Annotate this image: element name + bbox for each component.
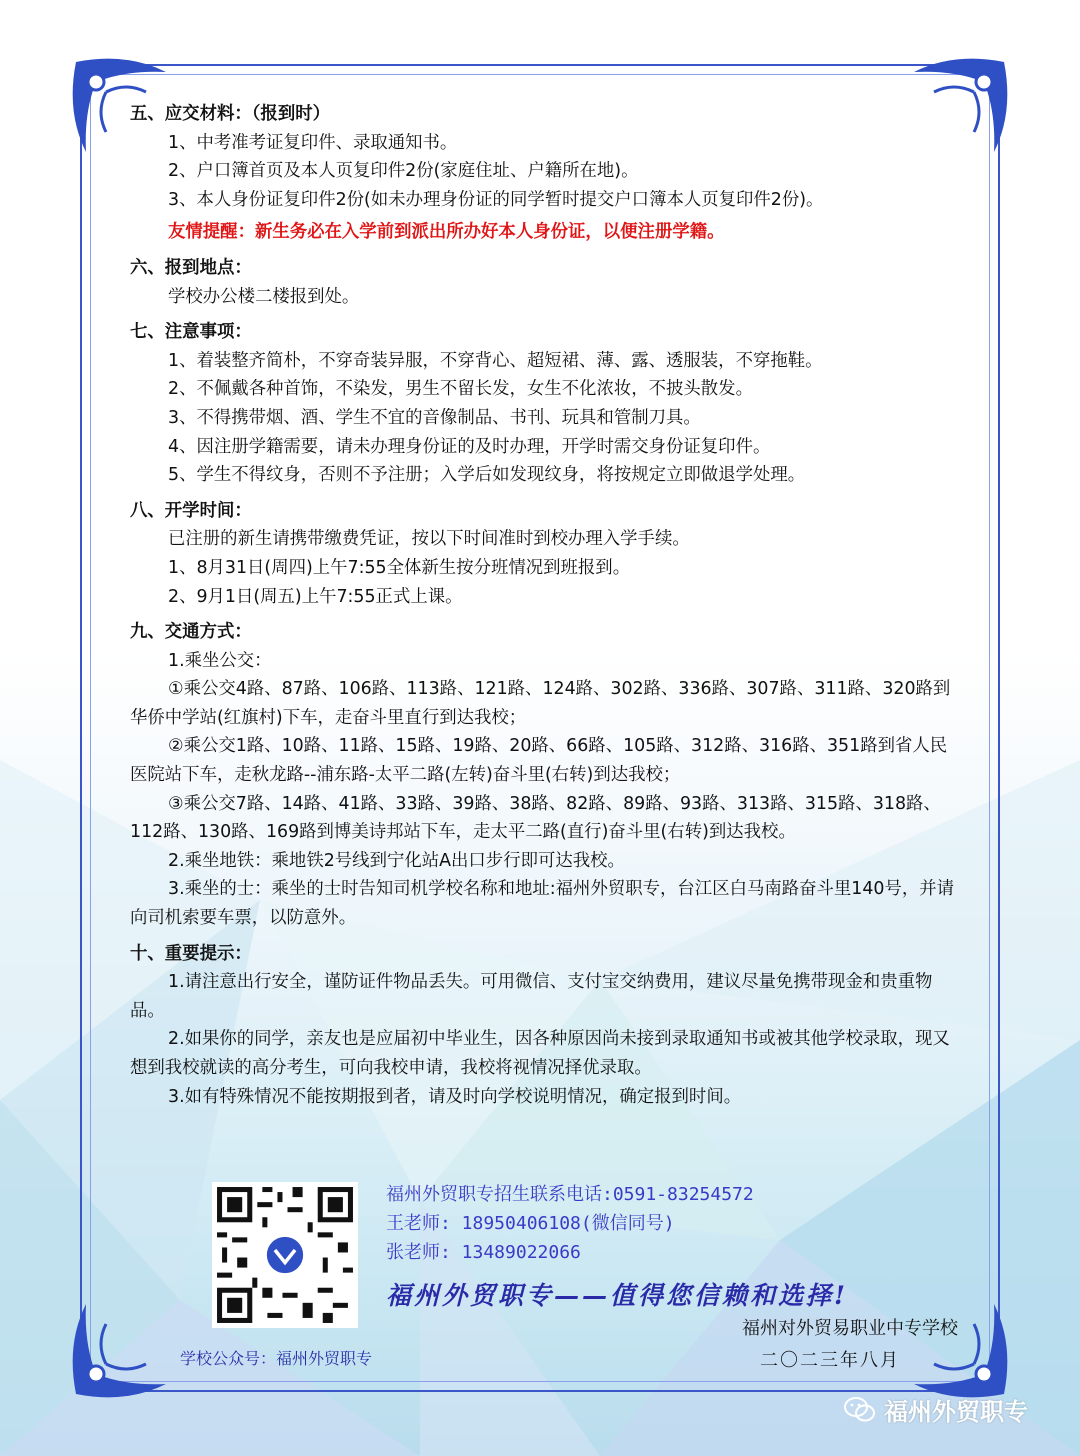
section-heading: 十、重要提示： (130, 943, 252, 964)
section-line: ③乘公交7路、14路、41路、33路、39路、38路、82路、89路、93路、313路、315路、318路、112路、130路、169路到博美诗邦站下车，走太平二路(直行)奋斗里(右转)到达我校。 (130, 793, 941, 843)
section-heading: 七、注意事项： (130, 322, 252, 343)
section-line: 2、户口簿首页及本人页复印件2份(家庭住址、户籍所在地)。 (168, 161, 639, 182)
section-line: 3.乘坐的士：乘坐的士时告知司机学校名称和地址:福州外贸职专，台江区白马南路奋斗里140号，并请向司机索要车票，以防意外。 (130, 879, 955, 929)
public-account: 学校公众号：福州外贸职专 (180, 1349, 373, 1368)
section-line: 1、8月31日(周四)上午7:55全体新生按分班情况到班报到。 (168, 557, 631, 578)
hotline: 福州外贸职专招生联系电话:0591-83254572 (386, 1184, 754, 1205)
contact-info (386, 1180, 754, 1267)
section-line: 已注册的新生请携带缴费凭证，按以下时间准时到校办理入学手续。 (168, 529, 690, 550)
section-line: 2.乘坐地铁：乘地铁2号线到宁化站A出口步行即可达我校。 (168, 850, 625, 871)
section-line: 4、因注册学籍需要，请未办理身份证的及时办理，开学时需交身份证复印件。 (168, 436, 771, 457)
wechat-watermark (844, 1392, 1028, 1427)
section-line: ①乘公交4路、87路、106路、113路、121路、124路、302路、336路、307路、311路、320路到华侨中学站(红旗村)下车，走奋斗里直行到达我校； (130, 679, 951, 728)
section-line: 5、学生不得纹身，否则不予注册；入学后如发现纹身，将按规定立即做退学处理。 (168, 465, 806, 486)
corner-ornament-bottom-left (66, 1294, 176, 1404)
section-line: 1.乘坐公交： (168, 650, 272, 671)
teacher-zhang: 张老师: 13489022066 (386, 1242, 581, 1263)
section-line: ②乘公交1路、10路、11路、15路、19路、20路、66路、105路、312路、316路、351路到省人民医院站下车，走秋龙路--浦东路-太平二路(左转)奋斗里(右转)到达我校； (130, 736, 948, 786)
watermark-text: 福州外贸职专 (884, 1398, 1028, 1426)
wechat-icon (844, 1396, 876, 1424)
section-heading: 八、开学时间： (130, 500, 252, 521)
section-heading: 九、交通方式： (130, 622, 252, 643)
section-line: 3.如有特殊情况不能按期报到者，请及时向学校说明情况，确定报到时间。 (168, 1086, 742, 1107)
section-line: 2、不佩戴各种首饰，不染发，男生不留长发，女生不化浓妆，不披头散发。 (168, 379, 753, 400)
section-line: 2、9月1日(周五)上午7:55正式上课。 (168, 586, 463, 607)
section-line: 1、着装整齐简朴，不穿奇装异服，不穿背心、超短裙、薄、露、透服装，不穿拖鞋。 (168, 350, 823, 371)
section-line: 3、不得携带烟、酒、学生不宜的音像制品、书刊、玩具和管制刀具。 (168, 407, 701, 428)
issue-date: 二〇二三年八月 (760, 1350, 900, 1371)
section-line: 1.请注意出行安全，谨防证件物品丢失。可用微信、支付宝交纳费用，建议尽量免携带现金和贵重物品。 (130, 972, 933, 1021)
corner-ornament-bottom-right (904, 1294, 1014, 1404)
slogan: 福州外贸职专——值得您信赖和选择! (386, 1281, 848, 1310)
notice-body (130, 100, 960, 1111)
section-heading: 六、报到地点： (130, 257, 252, 278)
section-line: 2.如果你的同学，亲友也是应届初中毕业生，因各种原因尚未接到录取通知书或被其他学校录取，现又想到我校就读的高分考生，可向我校申请，我校将视情况择优录取。 (130, 1029, 950, 1078)
teacher-wang: 王老师: 18950406108(微信同号) (386, 1213, 675, 1234)
qr-code (212, 1182, 358, 1328)
school-name: 福州对外贸易职业中专学校 (742, 1318, 958, 1339)
section-line: 1、中考准考证复印件、录取通知书。 (168, 132, 458, 153)
section-heading: 五、应交材料：（报到时） (130, 104, 330, 124)
reminder-text: 友情提醒：新生务必在入学前到派出所办好本人身份证，以便注册学籍。 (168, 222, 725, 243)
section-line: 学校办公楼二楼报到处。 (168, 286, 360, 307)
section-line: 3、本人身份证复印件2份(如未办理身份证的同学暂时提交户口簿本人页复印件2份)。 (168, 189, 824, 210)
